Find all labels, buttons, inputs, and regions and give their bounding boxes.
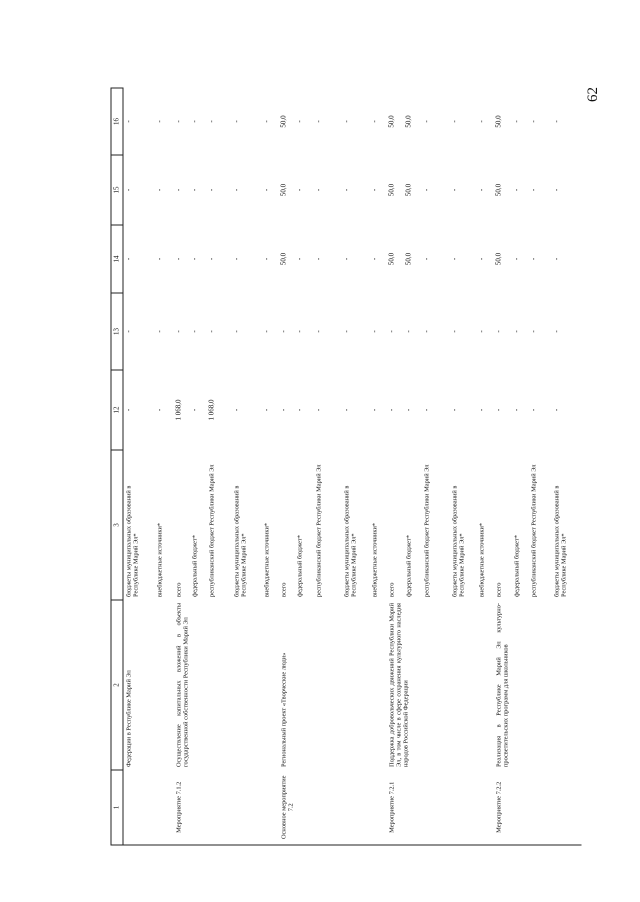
value-cell-col-15: - xyxy=(369,188,378,191)
measure-title: Поддержка добровольческих движений Республики Марий Эл, в том числе в сфере сохранения культурного наследия народов Российской Федерации xyxy=(387,602,409,767)
value-cell-col-15: 50,0 xyxy=(403,183,412,196)
value-cell-col-15: - xyxy=(206,188,215,191)
value-cell-col-12: - xyxy=(403,408,412,411)
value-cell-col-14: - xyxy=(154,257,163,260)
value-cell-col-16: - xyxy=(189,119,198,123)
funding-source: всего xyxy=(279,582,287,597)
value-cell-col-15: 50,0 xyxy=(278,183,287,196)
value-cell-col-13: - xyxy=(231,329,240,333)
value-cell-col-13: - xyxy=(278,329,287,333)
value-cell-col-13: - xyxy=(189,329,198,333)
measure-code: Мероприятие 7.2.1 xyxy=(387,781,395,833)
value-cell-col-13: - xyxy=(386,329,395,333)
value-cell-col-15: - xyxy=(294,188,303,191)
value-cell-col-13: - xyxy=(369,329,378,333)
value-cell-col-13: - xyxy=(294,329,303,333)
value-cell-col-14: - xyxy=(341,257,350,260)
value-cell-col-16: - xyxy=(511,119,520,123)
value-cell-col-14: - xyxy=(476,257,485,260)
value-cell-col-14: 50,0 xyxy=(386,252,395,265)
value-cell-col-12: - xyxy=(231,408,240,411)
value-cell-col-14: - xyxy=(294,257,303,260)
table-row xyxy=(123,88,154,845)
value-cell-col-13: - xyxy=(421,329,430,333)
funding-source: внебюджетные источники* xyxy=(477,522,485,597)
funding-source: республиканский бюджет Республики Марий Эл xyxy=(207,463,215,597)
value-cell-col-14: 50,0 xyxy=(493,252,502,265)
funding-source: республиканский бюджет Республики Марий Эл xyxy=(314,463,322,597)
value-cell-col-13: - xyxy=(124,329,132,333)
value-cell-col-16: 50,0 xyxy=(386,114,395,128)
value-cell-col-16: - xyxy=(173,119,182,123)
value-cell-col-13: - xyxy=(206,329,215,333)
value-cell-col-16: - xyxy=(421,119,430,123)
measure-code xyxy=(123,770,173,845)
funding-source: республиканский бюджет Республики Марий Эл xyxy=(529,463,537,597)
value-cell-col-13: - xyxy=(173,329,182,333)
value-cell-col-14: - xyxy=(369,257,378,260)
value-cell-col-12: - xyxy=(386,408,395,411)
value-cell-col-14: - xyxy=(173,257,182,260)
value-cell-col-14: - xyxy=(551,257,560,260)
value-cell-col-12: 1 068,0 xyxy=(206,399,215,420)
value-cell-col-16: 50,0 xyxy=(493,114,502,128)
value-cell-col-13: - xyxy=(341,329,350,333)
value-cell-col-14: - xyxy=(124,257,132,260)
value-cell-col-14: - xyxy=(206,257,215,260)
header-col-12: 12 xyxy=(111,370,123,450)
rotated-page xyxy=(110,88,580,845)
value-cell-col-13: - xyxy=(261,329,270,333)
value-cell-col-14: - xyxy=(231,257,240,260)
page-number: 62 xyxy=(585,87,601,102)
value-cell-col-15: - xyxy=(551,188,560,191)
table-row xyxy=(493,88,511,845)
value-cell-col-13: - xyxy=(493,329,502,333)
header-col-16: 16 xyxy=(111,88,123,155)
header-row xyxy=(111,88,123,845)
value-cell-col-13: - xyxy=(403,329,412,333)
value-cell-col-15: - xyxy=(511,188,520,191)
value-cell-col-14: - xyxy=(313,257,322,260)
value-cell-col-16: - xyxy=(449,119,458,123)
value-cell-col-15: - xyxy=(528,188,537,191)
value-cell-col-16: - xyxy=(261,119,270,123)
value-cell-col-12: - xyxy=(476,408,485,411)
value-cell-col-13: - xyxy=(551,329,560,333)
value-cell-col-15: - xyxy=(173,188,182,191)
value-cell-col-12: - xyxy=(551,408,560,411)
value-cell-col-16: - xyxy=(206,119,215,123)
value-cell-col-15: 50,0 xyxy=(493,183,502,196)
value-cell-col-13: - xyxy=(449,329,458,333)
table-row xyxy=(173,88,189,845)
funding-source: федеральный бюджет* xyxy=(404,534,412,597)
value-cell-col-12: - xyxy=(528,408,537,411)
funding-source: федеральный бюджет* xyxy=(512,534,520,597)
funding-source: всего xyxy=(494,582,502,597)
value-cell-col-13: - xyxy=(476,329,485,333)
table-body xyxy=(123,88,581,845)
value-cell-col-15: - xyxy=(189,188,198,191)
value-cell-col-12: - xyxy=(294,408,303,411)
value-cell-col-16: - xyxy=(341,119,350,123)
value-cell-col-15: - xyxy=(421,188,430,191)
value-cell-col-15: - xyxy=(231,188,240,191)
funding-source: бюджеты муниципальных образований в Республике Марий Эл* xyxy=(342,485,357,597)
value-cell-col-15: - xyxy=(124,188,132,191)
funding-source: внебюджетные источники* xyxy=(370,522,378,597)
value-cell-col-15: - xyxy=(449,188,458,191)
value-cell-col-15: - xyxy=(341,188,350,191)
header-col-15: 15 xyxy=(111,155,123,225)
value-cell-col-14: - xyxy=(449,257,458,260)
measure-title: Осуществление капитальных вложений в объекты государственной собственности Республики Марий Эл xyxy=(174,602,189,767)
value-cell-col-13: - xyxy=(528,329,537,333)
funding-source: всего xyxy=(174,582,182,597)
header-col-1: 1 xyxy=(111,770,123,845)
value-cell-col-14: - xyxy=(261,257,270,260)
funding-source: бюджеты муниципальных образований в Республике Марий Эл* xyxy=(552,485,567,597)
value-cell-col-13: - xyxy=(313,329,322,333)
value-cell-col-13: - xyxy=(511,329,520,333)
value-cell-col-15: 50,0 xyxy=(386,183,395,196)
header-col-14: 14 xyxy=(111,225,123,293)
value-cell-col-14: 50,0 xyxy=(403,252,412,265)
funding-source: внебюджетные источники* xyxy=(262,522,270,597)
measure-title: Региональный проект «Творческие люди» xyxy=(279,652,287,767)
value-cell-col-16: - xyxy=(476,119,485,123)
value-cell-col-12: - xyxy=(421,408,430,411)
value-cell-col-16: - xyxy=(154,119,163,123)
value-cell-col-12: - xyxy=(154,408,163,411)
value-cell-col-13: - xyxy=(154,329,163,333)
value-cell-col-14: - xyxy=(421,257,430,260)
value-cell-col-16: - xyxy=(231,119,240,123)
value-cell-col-14: - xyxy=(511,257,520,260)
header-col-2: 2 xyxy=(111,600,123,770)
funding-source: внебюджетные источники* xyxy=(155,522,163,597)
value-cell-col-12: - xyxy=(261,408,270,411)
measure-code: Мероприятие 7.1.2 xyxy=(174,781,182,833)
value-cell-col-12: - xyxy=(341,408,350,411)
measure-title: Реализация в Республике Марий Эл культурно-просветительских программ для школьников xyxy=(494,602,509,767)
value-cell-col-12: - xyxy=(189,408,198,411)
value-cell-col-16: - xyxy=(551,119,560,123)
value-cell-col-16: 50,0 xyxy=(403,114,412,128)
funding-source: республиканский бюджет Республики Марий Эл xyxy=(422,463,430,597)
measure-title: Федерации в Республике Марий Эл xyxy=(125,669,132,767)
funding-source: всего xyxy=(387,582,395,597)
table-row xyxy=(386,88,403,845)
funding-source: бюджеты муниципальных образований в Республике Марий Эл* xyxy=(450,485,465,597)
funding-source: бюджеты муниципальных образований в Республике Марий Эл* xyxy=(125,485,140,597)
value-cell-col-12: 1 068,0 xyxy=(173,399,182,420)
value-cell-col-14: - xyxy=(528,257,537,260)
value-cell-col-16: - xyxy=(369,119,378,123)
value-cell-col-12: - xyxy=(124,408,132,411)
value-cell-col-16: 50,0 xyxy=(278,114,287,128)
value-cell-col-12: - xyxy=(449,408,458,411)
value-cell-col-16: - xyxy=(294,119,303,123)
measure-code: Мероприятие 7.2.2 xyxy=(494,781,502,833)
value-cell-col-15: - xyxy=(313,188,322,191)
value-cell-col-16: - xyxy=(528,119,537,123)
measure-code: Основное мероприятие 7.2 xyxy=(279,775,294,839)
funding-source: бюджеты муниципальных образований в Республике Марий Эл* xyxy=(232,485,247,597)
table-row xyxy=(278,88,294,845)
value-cell-col-16: - xyxy=(124,119,132,123)
value-cell-col-12: - xyxy=(278,408,287,411)
header-col-13: 13 xyxy=(111,293,123,370)
funding-source: федеральный бюджет* xyxy=(190,534,198,597)
budget-table xyxy=(110,87,581,845)
funding-source: федеральный бюджет* xyxy=(295,534,303,597)
value-cell-col-15: - xyxy=(154,188,163,191)
value-cell-col-16: - xyxy=(313,119,322,123)
value-cell-col-12: - xyxy=(313,408,322,411)
value-cell-col-15: - xyxy=(261,188,270,191)
value-cell-col-12: - xyxy=(511,408,520,411)
value-cell-col-14: - xyxy=(189,257,198,260)
value-cell-col-12: - xyxy=(369,408,378,411)
value-cell-col-15: - xyxy=(476,188,485,191)
value-cell-col-12: - xyxy=(493,408,502,411)
value-cell-col-14: 50,0 xyxy=(278,252,287,265)
header-col-3: 3 xyxy=(111,450,123,600)
